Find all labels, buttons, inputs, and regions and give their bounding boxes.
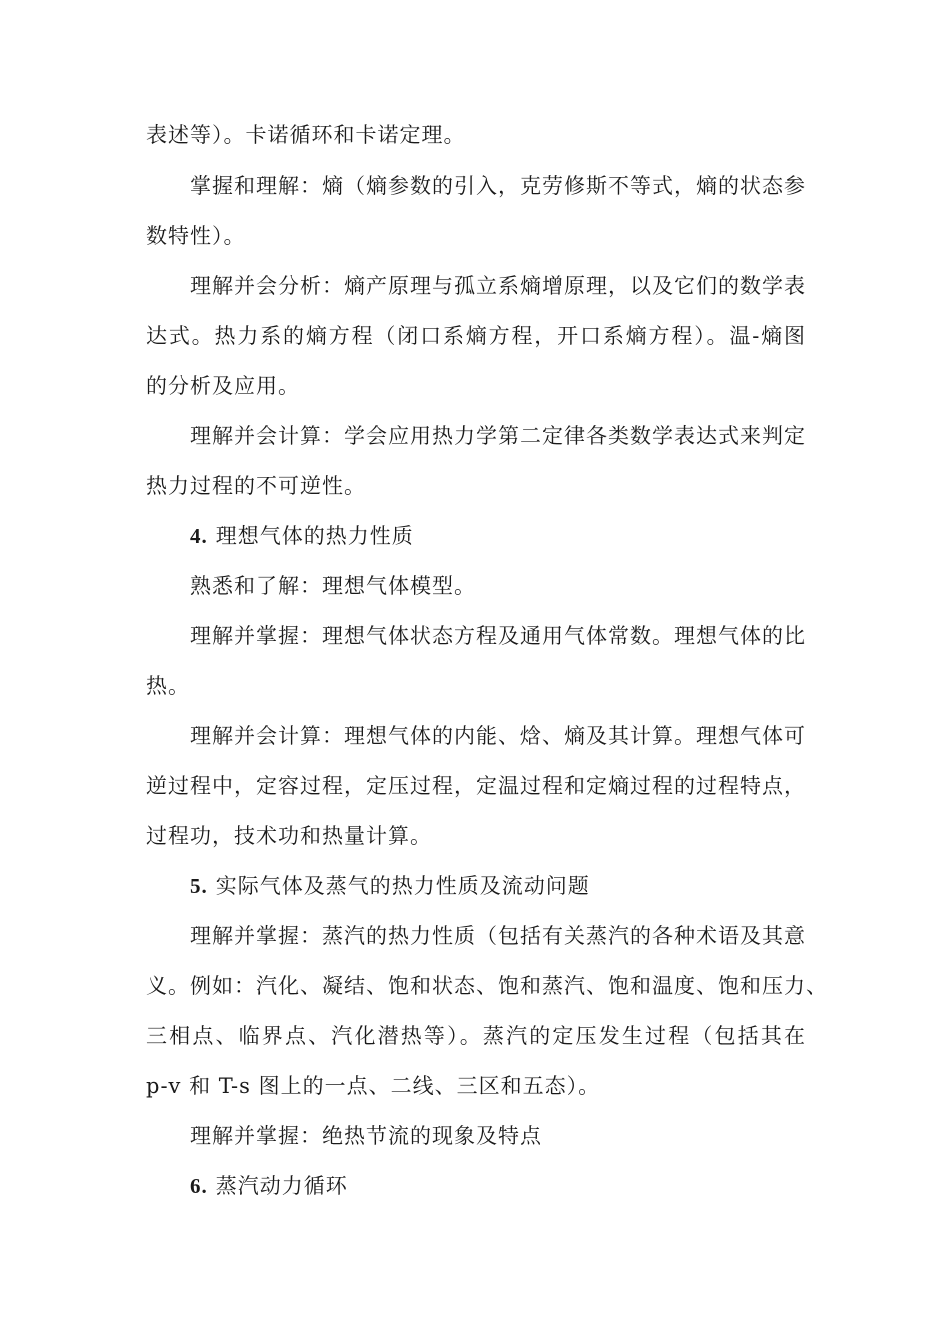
paragraph-line: 数特性）。 bbox=[146, 224, 246, 248]
paragraph-line: 表述等）。卡诺循环和卡诺定理。 bbox=[146, 123, 466, 147]
section-heading-6 bbox=[190, 1171, 806, 1201]
paragraph-line: 达式。热力系的熵方程（闭口系熵方程，开口系熵方程）。温-熵图 bbox=[146, 324, 806, 348]
paragraph-line: 三相点、临界点、汽化潜热等）。蒸汽的定压发生过程（包括其在 bbox=[146, 1024, 806, 1048]
section-title: 实际气体及蒸气的热力性质及流动问题 bbox=[215, 874, 590, 898]
paragraph-line: 的分析及应用。 bbox=[146, 374, 300, 398]
section-heading-4 bbox=[190, 521, 806, 551]
paragraph-line: 掌握和理解：熵（熵参数的引入，克劳修斯不等式，熵的状态参 bbox=[190, 174, 806, 198]
section-title: 理想气体的热力性质 bbox=[215, 524, 414, 548]
paragraph-line: 熟悉和了解：理想气体模型。 bbox=[190, 574, 476, 598]
paragraph-line: 理解并掌握：蒸汽的热力性质（包括有关蒸汽的各种术语及其意 bbox=[190, 924, 806, 948]
paragraph-line: 理解并会计算：学会应用热力学第二定律各类数学表达式来判定 bbox=[190, 424, 806, 448]
paragraph-line: 理解并会计算：理想气体的内能、焓、熵及其计算。理想气体可 bbox=[190, 724, 806, 748]
paragraph-line: 热。 bbox=[146, 674, 190, 698]
paragraph-line: 过程功，技术功和热量计算。 bbox=[146, 824, 432, 848]
section-title: 蒸汽动力循环 bbox=[215, 1174, 348, 1198]
section-number: 5. bbox=[190, 874, 208, 898]
paragraph-line: p-v 和 T-s 图上的一点、二线、三区和五态）。 bbox=[146, 1074, 601, 1098]
paragraph-line: 理解并会分析：熵产原理与孤立系熵增原理，以及它们的数学表 bbox=[190, 274, 806, 298]
paragraph-line: 义。例如：汽化、凝结、饱和状态、饱和蒸汽、饱和温度、饱和压力、 bbox=[146, 974, 828, 998]
paragraph-line: 理解并掌握：绝热节流的现象及特点 bbox=[190, 1124, 542, 1148]
paragraph-line: 理解并掌握：理想气体状态方程及通用气体常数。理想气体的比 bbox=[190, 624, 806, 648]
section-heading-5 bbox=[190, 871, 806, 901]
section-number: 4. bbox=[190, 524, 208, 548]
section-number: 6. bbox=[190, 1174, 208, 1198]
paragraph-line: 逆过程中，定容过程，定压过程，定温过程和定熵过程的过程特点， bbox=[146, 774, 806, 798]
paragraph-line: 热力过程的不可逆性。 bbox=[146, 474, 366, 498]
